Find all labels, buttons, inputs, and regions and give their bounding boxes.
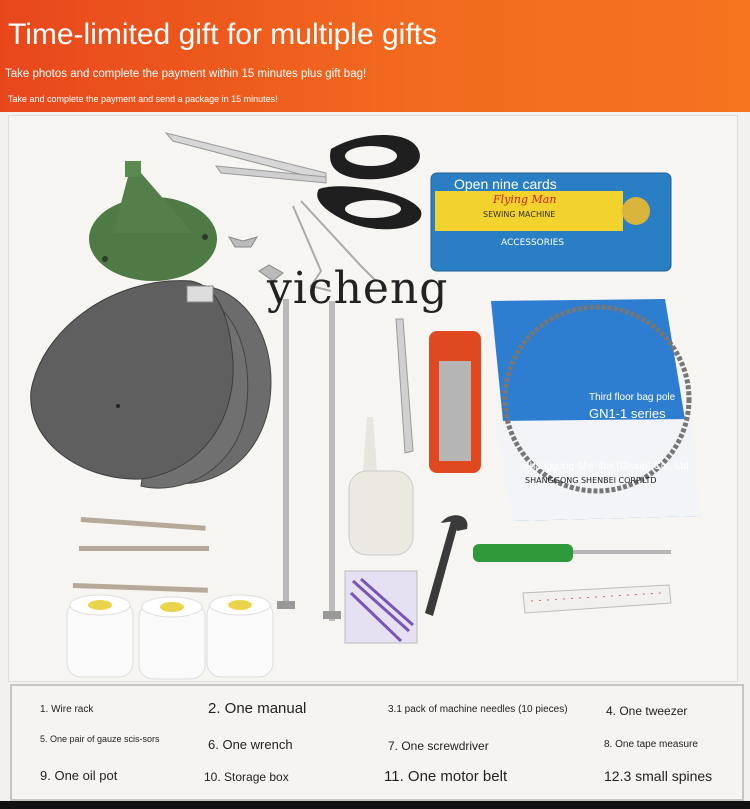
legend-item-6: 6. One wrench xyxy=(208,737,293,752)
wrench xyxy=(425,515,467,616)
wire-rack-base xyxy=(89,161,217,281)
box-machine-print: SEWING MACHINE xyxy=(483,210,556,219)
needle-pack xyxy=(345,571,417,643)
legend-panel xyxy=(10,684,744,801)
legend-item-9: 9. One oil pot xyxy=(40,768,118,783)
spindle-rods xyxy=(277,299,341,621)
legend-item-1: 1. Wire rack xyxy=(40,704,94,715)
banner-subtitle: Take photos and complete the payment within 15 minutes plus gift bag! xyxy=(5,68,367,80)
discs xyxy=(31,281,271,488)
manual-overlay-2: GN1-1 series xyxy=(589,406,666,421)
small-spines xyxy=(73,517,209,593)
manual-overlay-1: Third floor bag pole xyxy=(589,392,676,403)
legend-item-12: 12.3 small spines xyxy=(604,768,713,784)
legend-item-7: 7. One screwdriver xyxy=(388,739,489,753)
legend-item-8: 8. One tape measure xyxy=(604,739,698,750)
promo-banner xyxy=(0,0,750,112)
box-brand-print: Flying Man xyxy=(493,193,557,206)
legend-item-3: 3.1 pack of machine needles (10 pieces) xyxy=(388,704,568,715)
oil-bottle xyxy=(349,417,413,555)
box-accessories-print: ACCESSORIES xyxy=(501,238,565,248)
product-photo xyxy=(8,115,738,682)
banner-title: Time-limited gift for multiple gifts xyxy=(8,18,437,51)
watermark: yicheng xyxy=(267,263,449,314)
legend-item-4: 4. One tweezer xyxy=(606,704,688,718)
tape-measure xyxy=(523,585,671,613)
legend-item-5: 5. One pair of gauze scis-sors xyxy=(40,734,160,744)
bottom-bar xyxy=(0,801,750,809)
screwdriver xyxy=(473,544,671,562)
thread-spools xyxy=(67,595,273,679)
legend-item-11: 11. One motor belt xyxy=(384,768,508,785)
banner-small-text: Take and complete the payment and send a package in 15 minutes! xyxy=(8,94,278,104)
tweezer xyxy=(396,319,413,453)
legend-item-2: 2. One manual xyxy=(208,700,307,717)
thread-snips xyxy=(429,331,481,473)
box-label: Open nine cards xyxy=(454,176,557,192)
manual-overlay-3: Shanggong Shenbei (Group) Co., Ltd. xyxy=(523,461,692,472)
legend-item-10: 10. Storage box xyxy=(204,770,289,784)
manual-company-print: SHANGGONG SHENBEI CORP.LTD xyxy=(525,476,657,485)
